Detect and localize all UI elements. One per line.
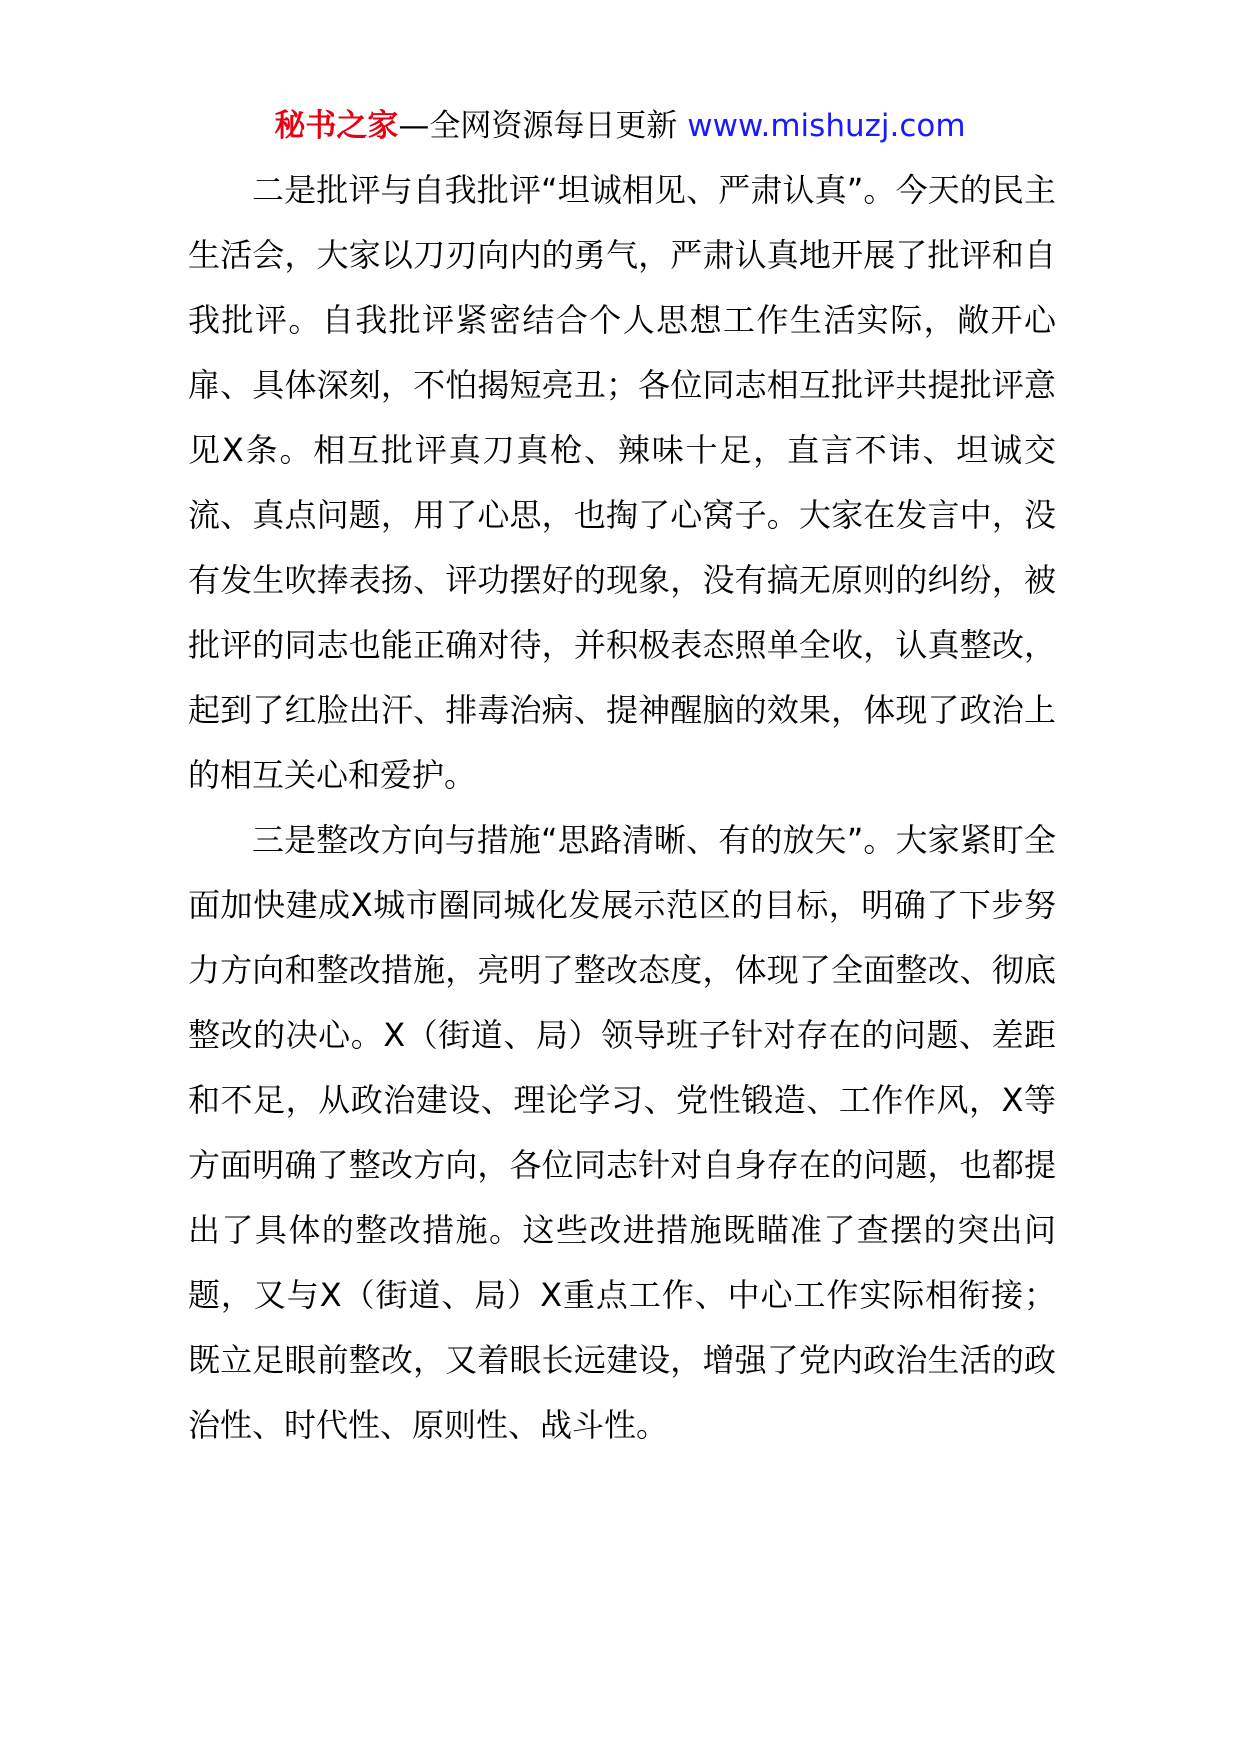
paragraph-criticism: 二是批评与自我批评“坦诚相见、严肃认真”。今天的民主生活会，大家以刀刃向内的勇气，严肃认真地开展了批评和自我批评。自我批评紧密结合个人思想工作生活实际，敞开心扉、具体深刻，不怕揭短亮丑；各位同志相互批评共提批评意见X条。相互批评真刀真枪、辣味十足，直言不讳、坦诚交流、真点问题，用了心思，也掏了心窝子。大家在发言中，没有发生吹捧表扬、评功摆好的现象，没有搞无原则的纠纷，被批评的同志也能正确对待，并积极表态照单全收，认真整改，起到了红脸出汗、排毒治病、提神醒脑的效果，体现了政治上的相互关心和爱护。: [188, 171, 1056, 794]
page-header: [0, 104, 1240, 148]
brand-name: 秘书之家: [274, 108, 399, 144]
website-link[interactable]: www.mishuzj.com: [687, 108, 966, 144]
header-tagline: —全网资源每日更新: [398, 108, 678, 144]
document-body: [188, 158, 1056, 1458]
paragraph-rectification: 三是整改方向与措施“思路清晰、有的放矢”。大家紧盯全面加快建成X城市圈同城化发展示范区的目标，明确了下步努力方向和整改措施，亮明了整改态度，体现了全面整改、彻底整改的决心。X（街道、局）领导班子针对存在的问题、差距和不足，从政治建设、理论学习、党性锻造、工作作风，X等方面明确了整改方向，各位同志针对自身存在的问题，也都提出了具体的整改措施。这些改进措施既瞄准了查摆的突出问题，又与X（街道、局）X重点工作、中心工作实际相衔接；既立足眼前整改，又着眼长远建设，增强了党内政治生活的政治性、时代性、原则性、战斗性。: [188, 821, 1056, 1444]
